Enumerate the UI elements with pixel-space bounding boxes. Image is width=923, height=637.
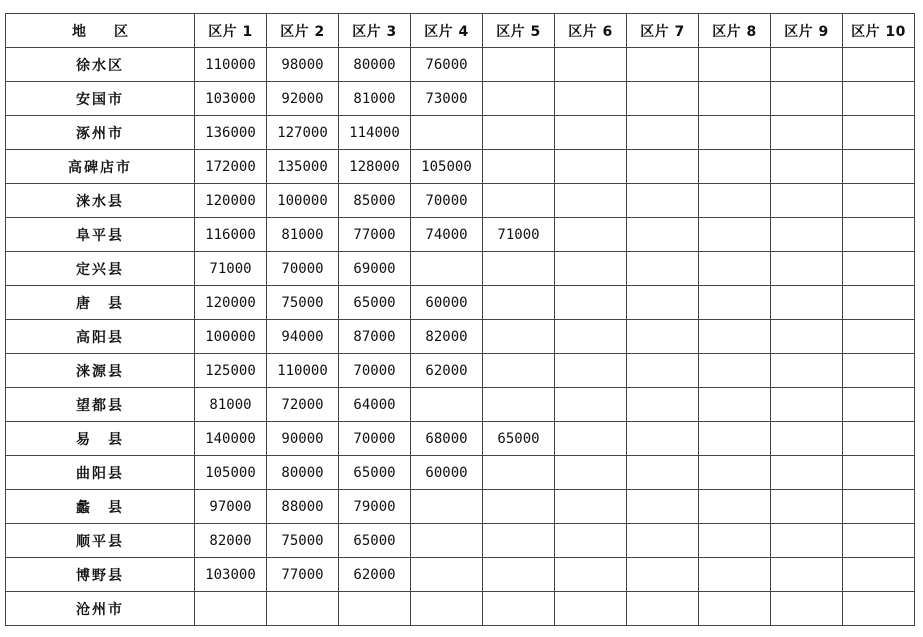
price-cell	[627, 490, 699, 524]
price-cell	[699, 150, 771, 184]
region-name-cell: 沧州市	[6, 592, 195, 626]
price-cell	[699, 354, 771, 388]
price-cell: 65000	[339, 524, 411, 558]
price-cell	[411, 116, 483, 150]
price-cell: 128000	[339, 150, 411, 184]
price-cell	[771, 218, 843, 252]
price-cell	[843, 388, 915, 422]
price-cell: 120000	[195, 184, 267, 218]
price-cell	[483, 524, 555, 558]
column-header-zone-4: 区片 4	[411, 14, 483, 48]
table-row	[6, 320, 915, 354]
price-cell: 72000	[267, 388, 339, 422]
price-cell	[483, 456, 555, 490]
price-cell: 105000	[195, 456, 267, 490]
price-cell	[483, 116, 555, 150]
table-row	[6, 48, 915, 82]
price-cell	[627, 422, 699, 456]
price-cell	[411, 558, 483, 592]
price-cell	[555, 82, 627, 116]
region-name-cell: 蠡 县	[6, 490, 195, 524]
price-cell: 98000	[267, 48, 339, 82]
price-cell	[771, 524, 843, 558]
price-cell	[843, 320, 915, 354]
price-cell: 73000	[411, 82, 483, 116]
price-cell	[771, 82, 843, 116]
price-cell	[483, 490, 555, 524]
price-cell	[483, 592, 555, 626]
price-cell: 82000	[195, 524, 267, 558]
price-cell	[555, 456, 627, 490]
column-header-zone-3: 区片 3	[339, 14, 411, 48]
region-name-cell: 涿州市	[6, 116, 195, 150]
price-cell	[771, 320, 843, 354]
price-cell	[483, 286, 555, 320]
price-cell: 79000	[339, 490, 411, 524]
table-header	[6, 14, 915, 48]
table-row	[6, 592, 915, 626]
price-cell	[555, 218, 627, 252]
region-name-cell: 安国市	[6, 82, 195, 116]
table-row	[6, 422, 915, 456]
table-row	[6, 456, 915, 490]
price-cell	[627, 524, 699, 558]
price-cell	[555, 286, 627, 320]
price-cell: 62000	[339, 558, 411, 592]
price-cell	[843, 116, 915, 150]
price-cell	[699, 286, 771, 320]
price-cell: 94000	[267, 320, 339, 354]
land-price-table-sheet	[5, 13, 914, 626]
column-header-zone-9: 区片 9	[771, 14, 843, 48]
price-cell	[555, 354, 627, 388]
price-cell	[555, 490, 627, 524]
price-cell	[771, 252, 843, 286]
price-cell: 65000	[483, 422, 555, 456]
price-cell	[699, 320, 771, 354]
price-cell: 68000	[411, 422, 483, 456]
price-cell	[627, 184, 699, 218]
price-cell	[555, 524, 627, 558]
price-cell: 71000	[195, 252, 267, 286]
region-name-cell: 唐 县	[6, 286, 195, 320]
price-cell	[483, 184, 555, 218]
region-name-cell: 顺平县	[6, 524, 195, 558]
column-header-zone-6: 区片 6	[555, 14, 627, 48]
price-cell: 127000	[267, 116, 339, 150]
price-cell: 81000	[339, 82, 411, 116]
region-name-cell: 定兴县	[6, 252, 195, 286]
table-row	[6, 490, 915, 524]
price-cell: 60000	[411, 456, 483, 490]
price-cell	[699, 184, 771, 218]
region-name-cell: 高碑店市	[6, 150, 195, 184]
price-cell	[555, 116, 627, 150]
price-cell	[627, 354, 699, 388]
table-row	[6, 150, 915, 184]
price-cell	[411, 252, 483, 286]
price-cell	[771, 150, 843, 184]
price-cell: 100000	[195, 320, 267, 354]
table-row	[6, 252, 915, 286]
price-cell	[627, 82, 699, 116]
price-cell	[771, 184, 843, 218]
price-cell	[555, 388, 627, 422]
price-cell	[483, 354, 555, 388]
price-cell	[627, 388, 699, 422]
price-cell	[771, 490, 843, 524]
price-cell: 110000	[267, 354, 339, 388]
price-cell	[555, 592, 627, 626]
price-cell: 77000	[267, 558, 339, 592]
region-name-cell: 望都县	[6, 388, 195, 422]
price-cell	[339, 592, 411, 626]
price-cell	[843, 558, 915, 592]
price-cell	[483, 82, 555, 116]
column-header-zone-1: 区片 1	[195, 14, 267, 48]
price-cell	[555, 150, 627, 184]
price-cell: 64000	[339, 388, 411, 422]
price-cell: 140000	[195, 422, 267, 456]
price-cell	[843, 150, 915, 184]
price-cell	[699, 490, 771, 524]
price-cell: 87000	[339, 320, 411, 354]
price-cell	[771, 388, 843, 422]
price-cell: 74000	[411, 218, 483, 252]
price-cell	[555, 184, 627, 218]
price-cell	[699, 82, 771, 116]
table-row	[6, 286, 915, 320]
price-cell	[843, 592, 915, 626]
table-row	[6, 82, 915, 116]
region-name-cell: 徐水区	[6, 48, 195, 82]
price-cell: 81000	[267, 218, 339, 252]
price-cell	[627, 252, 699, 286]
price-cell: 80000	[267, 456, 339, 490]
price-cell	[483, 320, 555, 354]
price-cell: 88000	[267, 490, 339, 524]
price-cell	[843, 490, 915, 524]
column-header-zone-7: 区片 7	[627, 14, 699, 48]
price-cell: 97000	[195, 490, 267, 524]
price-cell: 135000	[267, 150, 339, 184]
column-header-zone-5: 区片 5	[483, 14, 555, 48]
price-cell	[483, 48, 555, 82]
price-cell	[195, 592, 267, 626]
price-cell	[483, 150, 555, 184]
price-cell	[627, 456, 699, 490]
price-cell	[411, 524, 483, 558]
price-cell: 62000	[411, 354, 483, 388]
price-cell: 76000	[411, 48, 483, 82]
price-cell	[555, 320, 627, 354]
price-cell	[699, 116, 771, 150]
price-cell: 100000	[267, 184, 339, 218]
column-header-zone-2: 区片 2	[267, 14, 339, 48]
region-name-cell: 易 县	[6, 422, 195, 456]
price-cell: 92000	[267, 82, 339, 116]
price-cell	[267, 592, 339, 626]
price-cell	[699, 388, 771, 422]
price-cell: 75000	[267, 524, 339, 558]
region-name-cell: 阜平县	[6, 218, 195, 252]
price-cell	[627, 592, 699, 626]
region-name-cell: 曲阳县	[6, 456, 195, 490]
price-cell: 75000	[267, 286, 339, 320]
land-price-table	[5, 13, 915, 626]
price-cell	[483, 388, 555, 422]
price-cell	[771, 354, 843, 388]
price-cell	[627, 218, 699, 252]
price-cell	[771, 48, 843, 82]
price-cell: 65000	[339, 286, 411, 320]
price-cell	[843, 422, 915, 456]
price-cell: 103000	[195, 558, 267, 592]
price-cell	[555, 48, 627, 82]
price-cell: 85000	[339, 184, 411, 218]
price-cell	[843, 48, 915, 82]
price-cell	[699, 218, 771, 252]
table-row	[6, 558, 915, 592]
price-cell: 116000	[195, 218, 267, 252]
price-cell	[843, 524, 915, 558]
column-header-zone-10: 区片 10	[843, 14, 915, 48]
price-cell	[699, 252, 771, 286]
price-cell: 114000	[339, 116, 411, 150]
price-cell: 90000	[267, 422, 339, 456]
table-row	[6, 354, 915, 388]
price-cell: 60000	[411, 286, 483, 320]
price-cell	[699, 456, 771, 490]
price-cell	[771, 422, 843, 456]
price-cell: 77000	[339, 218, 411, 252]
table-row	[6, 218, 915, 252]
table-row	[6, 116, 915, 150]
table-row	[6, 388, 915, 422]
price-cell	[843, 252, 915, 286]
table-row	[6, 184, 915, 218]
price-cell	[699, 558, 771, 592]
price-cell	[627, 116, 699, 150]
price-cell	[771, 456, 843, 490]
price-cell	[699, 422, 771, 456]
price-cell: 80000	[339, 48, 411, 82]
column-header-region: 地 区	[6, 14, 195, 48]
price-cell: 70000	[411, 184, 483, 218]
price-cell	[699, 524, 771, 558]
price-cell	[627, 320, 699, 354]
price-cell: 136000	[195, 116, 267, 150]
price-cell	[411, 388, 483, 422]
price-cell: 69000	[339, 252, 411, 286]
price-cell	[843, 82, 915, 116]
price-cell: 105000	[411, 150, 483, 184]
price-cell: 82000	[411, 320, 483, 354]
price-cell	[627, 286, 699, 320]
price-cell: 172000	[195, 150, 267, 184]
price-cell: 71000	[483, 218, 555, 252]
table-body	[6, 48, 915, 626]
price-cell	[843, 456, 915, 490]
price-cell	[843, 218, 915, 252]
price-cell: 70000	[339, 422, 411, 456]
price-cell: 110000	[195, 48, 267, 82]
header-row	[6, 14, 915, 48]
price-cell	[411, 490, 483, 524]
price-cell	[555, 558, 627, 592]
region-name-cell: 涞水县	[6, 184, 195, 218]
price-cell	[771, 286, 843, 320]
price-cell: 120000	[195, 286, 267, 320]
price-cell	[771, 558, 843, 592]
price-cell: 70000	[267, 252, 339, 286]
price-cell: 103000	[195, 82, 267, 116]
price-cell: 81000	[195, 388, 267, 422]
price-cell	[771, 592, 843, 626]
price-cell: 70000	[339, 354, 411, 388]
region-name-cell: 高阳县	[6, 320, 195, 354]
table-row	[6, 524, 915, 558]
price-cell	[483, 252, 555, 286]
price-cell	[555, 252, 627, 286]
price-cell	[771, 116, 843, 150]
price-cell	[699, 48, 771, 82]
price-cell	[627, 150, 699, 184]
price-cell	[555, 422, 627, 456]
price-cell	[699, 592, 771, 626]
price-cell	[411, 592, 483, 626]
price-cell: 65000	[339, 456, 411, 490]
price-cell	[483, 558, 555, 592]
price-cell	[627, 48, 699, 82]
region-name-cell: 涞源县	[6, 354, 195, 388]
price-cell	[843, 184, 915, 218]
region-name-cell: 博野县	[6, 558, 195, 592]
price-cell	[843, 286, 915, 320]
price-cell	[843, 354, 915, 388]
price-cell	[627, 558, 699, 592]
price-cell: 125000	[195, 354, 267, 388]
column-header-zone-8: 区片 8	[699, 14, 771, 48]
